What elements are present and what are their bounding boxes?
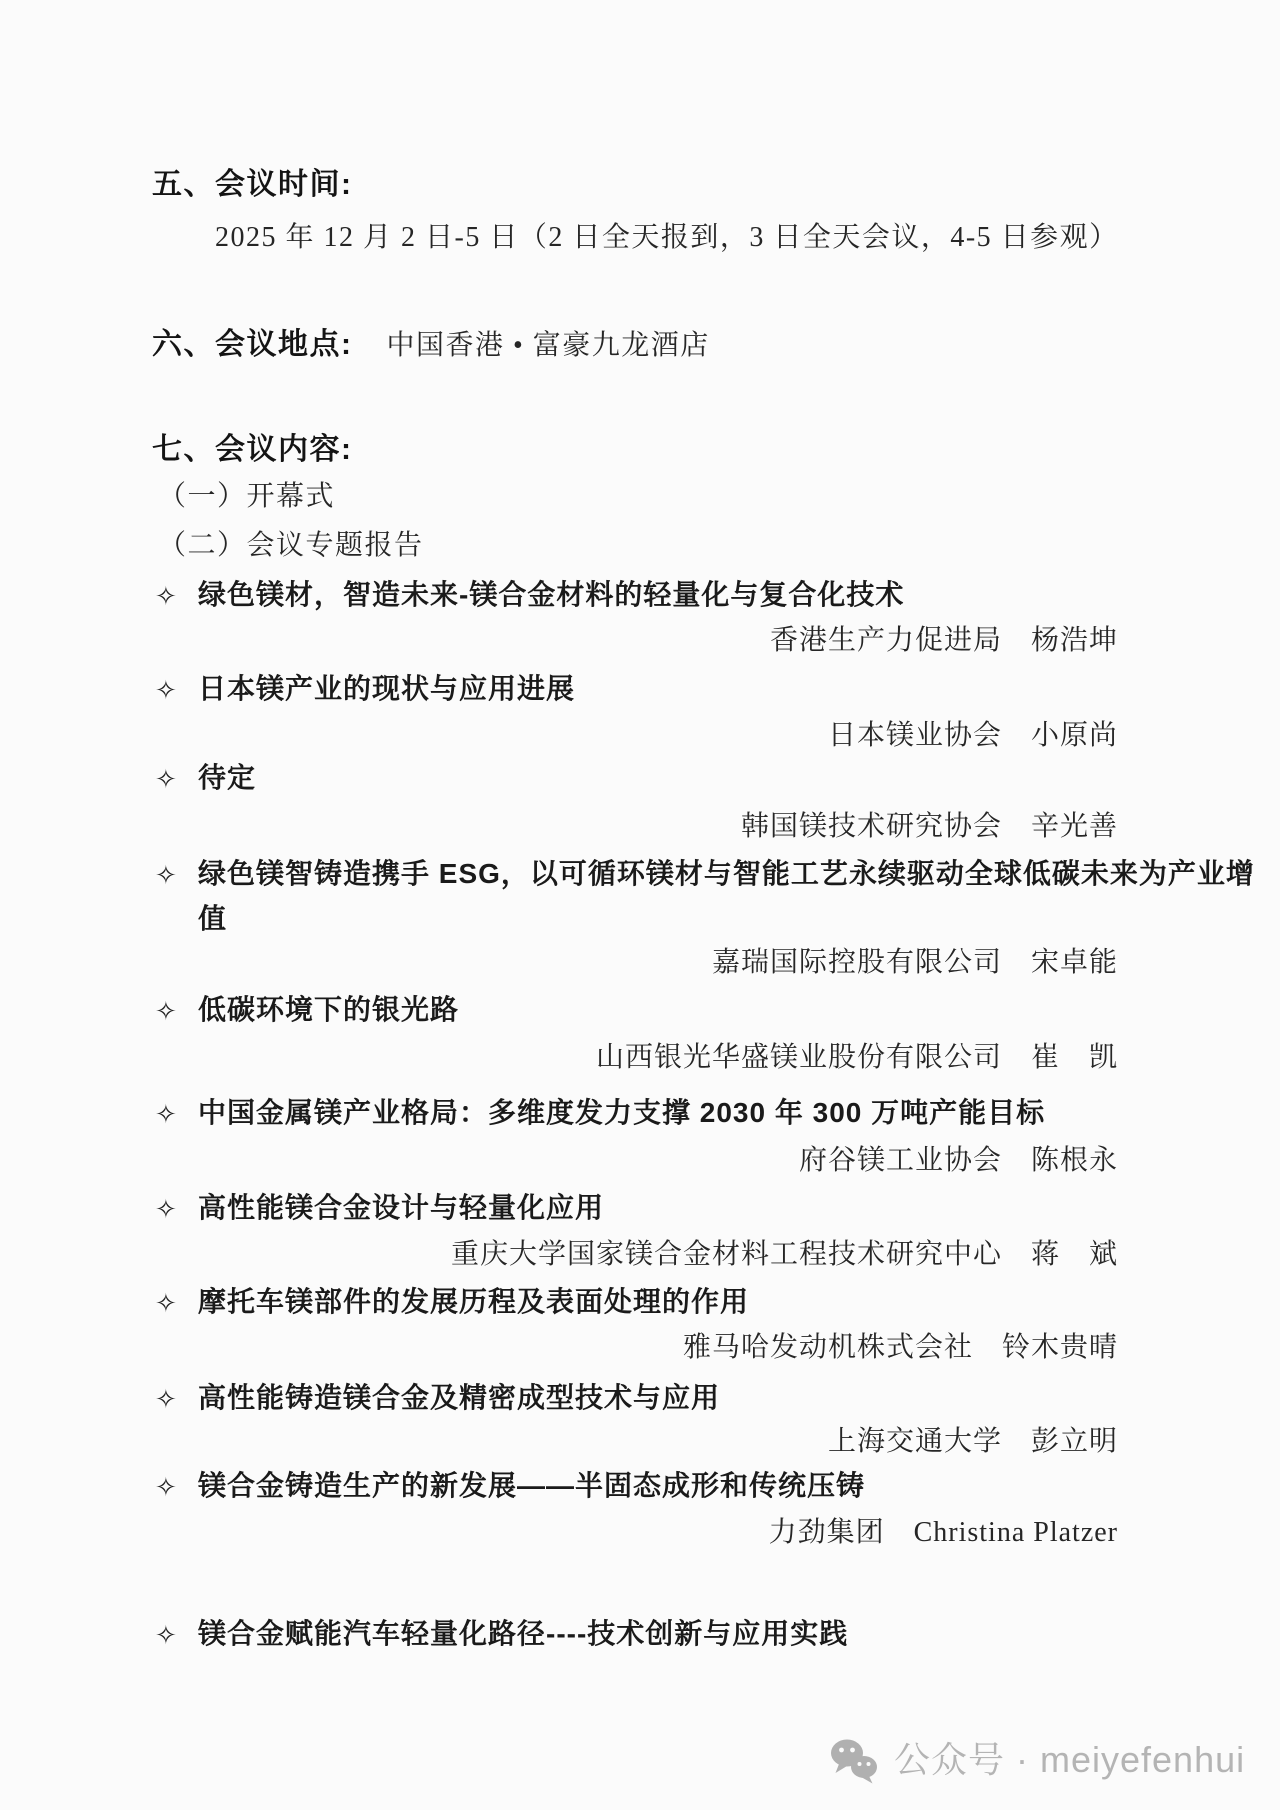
section-venue-value: 中国香港 • 富豪九龙酒店 (386, 330, 710, 361)
section-venue-line (152, 330, 710, 360)
report-speaker: 香港生产力促进局 杨浩坤 (769, 625, 1118, 656)
diamond-bullet-icon: ✧ (155, 1195, 177, 1225)
report-title-text: 镁合金铸造生产的新发展——半固态成形和传统压铸 (198, 1470, 866, 1501)
diamond-bullet-icon: ✧ (155, 1385, 177, 1415)
report-title (155, 581, 904, 610)
watermark-text: 公众号 · meiyefenhui (894, 1739, 1246, 1780)
diamond-bullet-icon: ✧ (155, 861, 177, 891)
diamond-bullet-icon: ✧ (155, 1621, 177, 1651)
report-title-text: 日本镁产业的现状与应用进展 (198, 673, 576, 704)
report-title (155, 675, 575, 704)
report-title-wrap-line: 值 (198, 903, 228, 934)
diamond-bullet-icon: ✧ (155, 765, 177, 795)
wechat-watermark (828, 1736, 1245, 1784)
report-title (155, 1472, 865, 1501)
diamond-bullet-icon: ✧ (155, 1289, 177, 1319)
diamond-bullet-icon: ✧ (155, 997, 177, 1027)
report-title-text: 绿色镁材，智造未来-镁合金材料的轻量化与复合化技术 (198, 579, 905, 610)
report-title-text: 绿色镁智铸造携手 ESG，以可循环镁材与智能工艺永续驱动全球低碳未来为产业增 (198, 858, 1255, 889)
section-time-heading: 五、会议时间: (152, 168, 353, 201)
content-subitem-keynote-reports: （二）会议专题报告 (158, 530, 424, 561)
wechat-logo-icon (828, 1736, 880, 1784)
report-speaker: 力劲集团 Christina Platzer (768, 1517, 1118, 1548)
report-title (155, 1620, 848, 1649)
section-time-value: 2025 年 12 月 2 日-5 日（2 日全天报到，3 日全天会议，4-5 日参观） (215, 222, 1119, 253)
report-title (155, 1384, 720, 1413)
report-title-text: 高性能铸造镁合金及精密成型技术与应用 (198, 1382, 721, 1413)
report-title-text: 镁合金赋能汽车轻量化路径----技术创新与应用实践 (198, 1618, 849, 1649)
report-speaker: 山西银光华盛镁业股份有限公司 崔 凯 (595, 1042, 1118, 1073)
report-speaker: 府谷镁工业协会 陈根永 (798, 1145, 1118, 1176)
report-title (155, 1194, 604, 1223)
report-title (155, 1288, 749, 1317)
diamond-bullet-icon: ✧ (155, 1100, 177, 1130)
report-speaker: 上海交通大学 彭立明 (827, 1426, 1118, 1457)
report-title-text: 中国金属镁产业格局：多维度发力支撑 2030 年 300 万吨产能目标 (198, 1097, 1046, 1128)
report-speaker: 嘉瑞国际控股有限公司 宋卓能 (711, 947, 1118, 978)
report-speaker: 日本镁业协会 小原尚 (827, 720, 1118, 751)
report-title-text: 摩托车镁部件的发展历程及表面处理的作用 (198, 1286, 750, 1317)
section-content-heading: 七、会议内容: (152, 433, 353, 466)
report-title (155, 860, 1255, 889)
diamond-bullet-icon: ✧ (155, 676, 177, 706)
report-title (155, 996, 459, 1025)
report-speaker: 重庆大学国家镁合金材料工程技术研究中心 蒋 斌 (450, 1239, 1118, 1270)
report-title-text: 低碳环境下的银光路 (198, 994, 460, 1025)
report-title (155, 1099, 1045, 1128)
report-title-text: 待定 (198, 762, 257, 793)
report-speaker: 雅马哈发动机株式会社 铃木贵晴 (682, 1332, 1118, 1363)
section-venue-heading: 六、会议地点: (152, 328, 353, 361)
content-subitem-opening-ceremony: （一）开幕式 (158, 481, 336, 512)
diamond-bullet-icon: ✧ (155, 1473, 177, 1503)
report-speaker: 韩国镁技术研究协会 辛光善 (740, 811, 1118, 842)
report-title-text: 高性能镁合金设计与轻量化应用 (198, 1192, 605, 1223)
diamond-bullet-icon: ✧ (155, 582, 177, 612)
report-title (155, 764, 256, 793)
